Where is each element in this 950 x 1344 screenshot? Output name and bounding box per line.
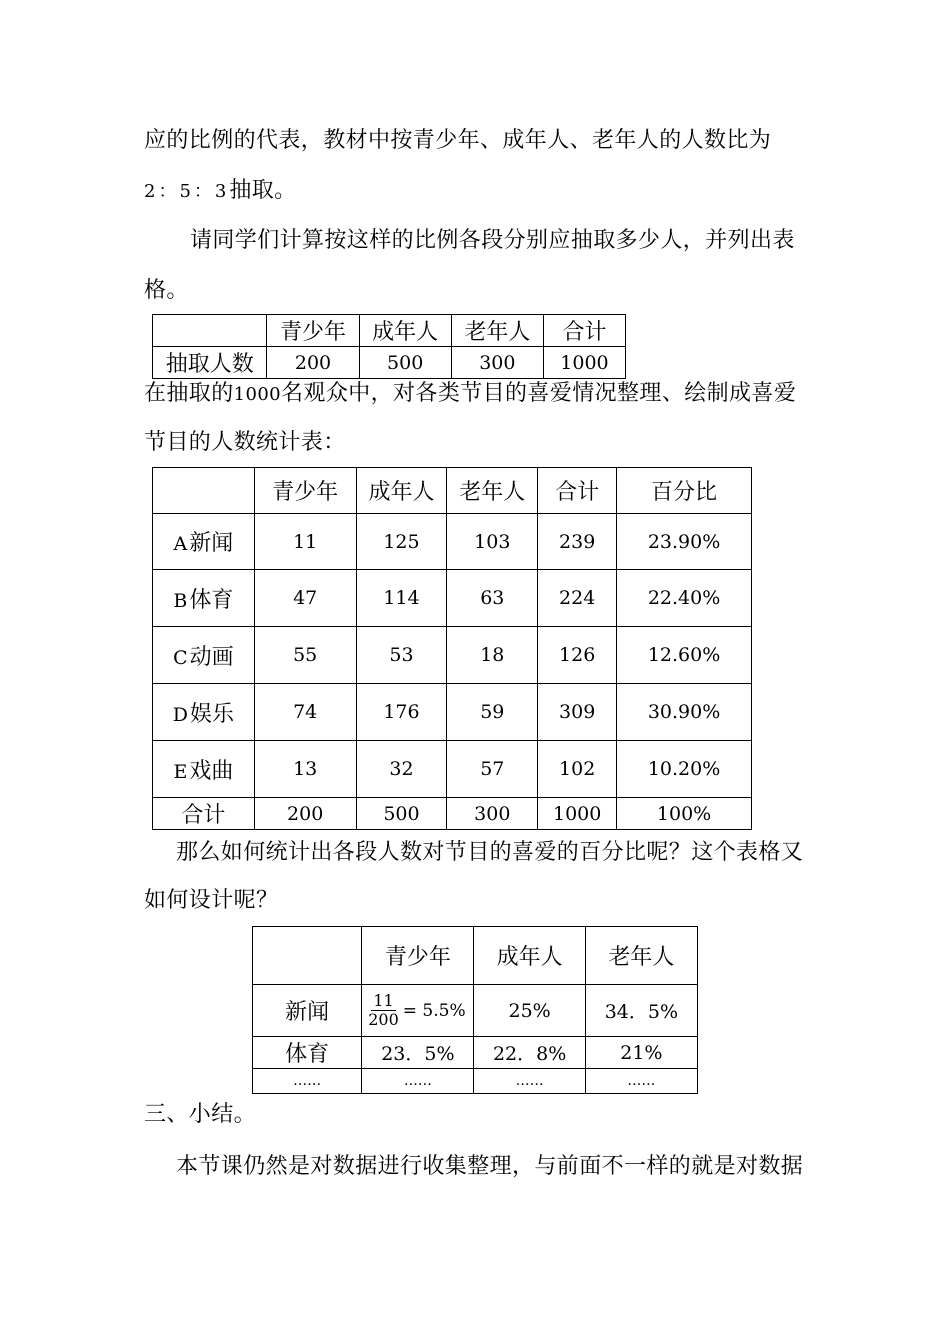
table2-cell: 74 — [254, 684, 356, 741]
fraction — [368, 992, 399, 1029]
table3-cell: 23．5% — [362, 1037, 474, 1069]
table-row-total — [153, 798, 752, 830]
intro-line-4: 格。 — [144, 278, 189, 303]
table2-cell: 239 — [538, 514, 617, 570]
table2-header-total: 合计 — [538, 468, 617, 514]
table2-header-percent: 百分比 — [617, 468, 752, 514]
percentage-design-table — [252, 926, 698, 1094]
table2-cell: 13 — [254, 741, 356, 798]
ratio-text: 2：5：3 — [144, 181, 230, 202]
table2-header-adult: 成年人 — [356, 468, 447, 514]
table2-cell: 11 — [254, 514, 356, 570]
table1-header-total: 合计 — [543, 315, 625, 347]
table2-cell: 22.40% — [617, 570, 752, 627]
row-label-opera — [153, 741, 255, 798]
table-row — [253, 1037, 698, 1069]
table3-header-adult: 成年人 — [474, 927, 585, 985]
table2-cell: 63 — [447, 570, 538, 627]
table2-cell: 12.60% — [617, 627, 752, 684]
intro-line-3: 请同学们计算按这样的比例各段分别应抽取多少人，并列出表 — [190, 228, 795, 253]
table1-row-label: 抽取人数 — [153, 347, 267, 379]
table3-ellipsis-cell: …… — [585, 1069, 697, 1094]
para2-text-a: 在抽取的 — [144, 381, 234, 406]
summary-heading: 三、小结。 — [144, 1102, 257, 1127]
row-letter: B — [173, 589, 188, 612]
fraction-numerator: 11 — [373, 991, 394, 1010]
table2-cell: 176 — [356, 684, 447, 741]
table1-cell: 300 — [451, 347, 543, 379]
para2-line-1 — [144, 379, 796, 410]
table2-cell: 114 — [356, 570, 447, 627]
table3-cell: 22．8% — [474, 1037, 585, 1069]
table2-cell: 53 — [356, 627, 447, 684]
table2-cell: 47 — [254, 570, 356, 627]
table3-cell: 34．5% — [585, 985, 697, 1037]
summary-line-1: 本节课仍然是对数据进行收集整理，与前面不一样的就是对数据 — [176, 1154, 804, 1179]
para2-line-2: 节目的人数统计表： — [144, 430, 346, 455]
table3-row-label-sports: 体育 — [253, 1037, 362, 1069]
table2-cell: 125 — [356, 514, 447, 570]
table1-header-senior: 老年人 — [451, 315, 543, 347]
table2-header-youth: 青少年 — [254, 468, 356, 514]
table3-ellipsis-cell: …… — [253, 1069, 362, 1094]
row-letter: C — [173, 646, 188, 669]
table-row — [153, 570, 752, 627]
table1-header-adult: 成年人 — [359, 315, 451, 347]
total-row-label: 合计 — [153, 798, 255, 830]
para3-line-2: 如何设计呢？ — [144, 888, 279, 913]
table1-header-blank — [153, 315, 267, 347]
table3-header-youth: 青少年 — [362, 927, 474, 985]
fraction-denominator: 200 — [368, 1010, 399, 1029]
table3-cell: 21% — [585, 1037, 697, 1069]
row-label-entertainment — [153, 684, 255, 741]
ratio-suffix: 抽取。 — [229, 178, 297, 203]
table1-cell: 500 — [359, 347, 451, 379]
table2-cell: 55 — [254, 627, 356, 684]
row-letter: E — [173, 760, 188, 783]
table2-cell: 224 — [538, 570, 617, 627]
row-name: 动画 — [189, 644, 234, 670]
table1-header-youth: 青少年 — [267, 315, 359, 347]
row-name: 新闻 — [189, 531, 234, 556]
table2-cell: 32 — [356, 741, 447, 798]
table3-ellipsis-cell: …… — [362, 1069, 474, 1094]
row-letter: D — [172, 703, 188, 726]
para2-text-b: 名观众中，对各类节目的喜爱情况整理、绘制成喜爱 — [281, 381, 797, 406]
table2-cell: 18 — [447, 627, 538, 684]
table2-cell: 309 — [538, 684, 617, 741]
table2-cell: 10.20% — [617, 741, 752, 798]
table2-cell: 30.90% — [617, 684, 752, 741]
table3-row-label-news: 新闻 — [253, 985, 362, 1037]
row-letter: A — [173, 533, 188, 555]
sample-count-table — [152, 314, 626, 379]
table-row — [253, 1069, 698, 1094]
intro-line-2 — [144, 176, 297, 207]
table3-ellipsis-cell: …… — [474, 1069, 585, 1094]
table-row — [153, 514, 752, 570]
intro-line-1: 应的比例的代表，教材中按青少年、成年人、老年人的人数比为 — [144, 128, 772, 153]
table2-total-cell: 200 — [254, 798, 356, 830]
table2-total-cell: 500 — [356, 798, 447, 830]
fraction-result: = 5.5% — [402, 1000, 466, 1021]
table-row — [153, 627, 752, 684]
row-label-sports — [153, 570, 255, 627]
table2-cell: 103 — [447, 514, 538, 570]
table2-total-cell: 100% — [617, 798, 752, 830]
table3-header-blank — [253, 927, 362, 985]
para3-line-1: 那么如何统计出各段人数对节目的喜爱的百分比呢？这个表格又 — [176, 840, 804, 865]
table2-total-cell: 300 — [447, 798, 538, 830]
table2-cell: 59 — [447, 684, 538, 741]
table2-cell: 57 — [447, 741, 538, 798]
table2-header-blank — [153, 468, 255, 514]
table2-cell: 126 — [538, 627, 617, 684]
table2-total-cell: 1000 — [538, 798, 617, 830]
table-row — [153, 741, 752, 798]
row-name: 戏曲 — [189, 758, 234, 784]
row-label-news — [153, 514, 255, 570]
table-row — [153, 684, 752, 741]
row-name: 娱乐 — [189, 701, 234, 727]
table-row — [253, 985, 698, 1037]
table2-cell: 23.90% — [617, 514, 752, 570]
table2-cell: 102 — [538, 741, 617, 798]
fraction-cell — [362, 985, 474, 1037]
program-preference-table — [152, 467, 752, 830]
para2-number: 1000 — [233, 384, 282, 405]
table3-cell: 25% — [474, 985, 585, 1037]
table2-header-senior: 老年人 — [447, 468, 538, 514]
table3-header-senior: 老年人 — [585, 927, 697, 985]
row-label-animation — [153, 627, 255, 684]
table1-cell: 1000 — [543, 347, 625, 379]
table1-cell: 200 — [267, 347, 359, 379]
row-name: 体育 — [189, 587, 234, 613]
